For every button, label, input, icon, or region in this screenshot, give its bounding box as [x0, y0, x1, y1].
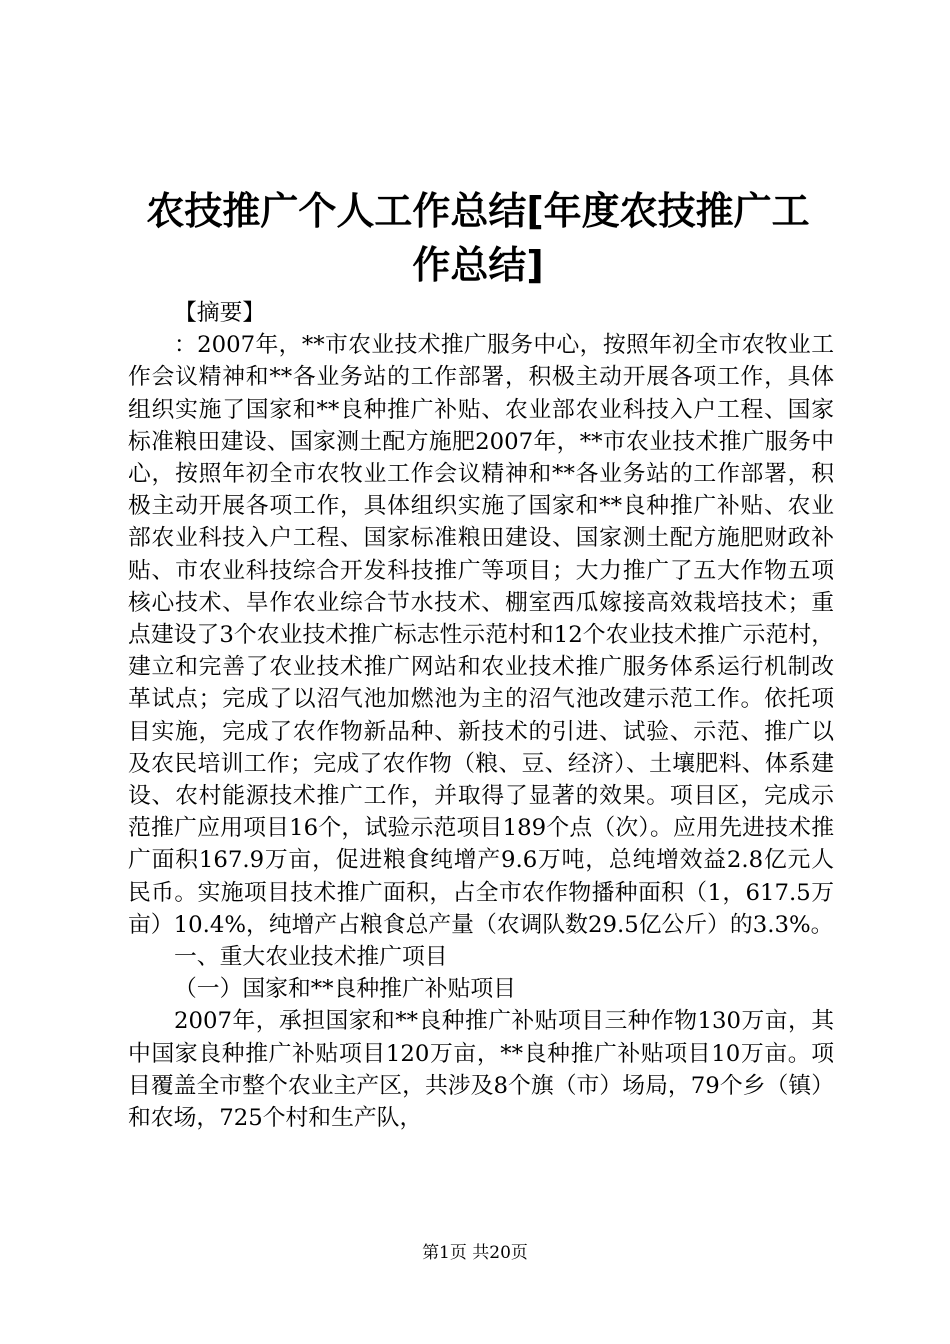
- subsection-heading: （一）国家和**良种推广补贴项目: [174, 976, 516, 1003]
- abstract-paragraph: ：2007年，**市农业技术推广服务中心，按照年初全市农牧业工作会议精神和**各业务站的工作部署，积极主动开展各项工作，具体组织实施了国家和**良种推广补贴、农业部农业科技入户工程、国家标准粮田建设、国家测土配方施肥2007年，**市农业技术推广服务中心，按照年初全市农牧业工作会议精神和**各业务站的工作部署，积极主动开展各项工作，具体组织实施了国家和**良种推广补贴、农业部农业科技入户工程、国家标准粮田建设、国家测土配方施肥财政补贴、市农业科技综合开发科技推广等项目；大力推广了五大作物五项核心技术、旱作农业综合节水技术、棚室西瓜嫁接高效栽培技术；重点建设了3个农业技术推广标志性示范村和12个农业技术推广示范村，建立和完善了农业技术推广网站和农业技术推广服务体系运行机制改革试点；完成了以沼气池加燃池为主的沼气池改建示范工作。依托项目实施，完成了农作物新品种、新技术的引进、试验、示范、推广以及农民培训工作；完成了农作物（粮、豆、经济）、土壤肥料、体系建设、农村能源技术推广工作，并取得了显著的效果。项目区，完成示范推广应用项目16个，试验示范项目189个点（次）。应用先进技术推广面积167.9万亩，促进粮食纯增产9.6万吨，总纯增效益2.8亿元人民币。实施项目技术推广面积，占全市农作物播种面积（1，617.5万亩）10.4%，纯增产占粮食总产量（农调队数29.5亿公斤）的3.3%。: [128, 332, 834, 938]
- document-body: [128, 297, 834, 1134]
- section-heading: 一、重大农业技术推广项目: [174, 944, 448, 971]
- body-paragraph: 2007年，承担国家和**良种推广补贴项目三种作物130万亩，其中国家良种推广补贴项目120万亩，**良种推广补贴项目10万亩。项目覆盖全市整个农业主产区，共涉及8个旗（市）场局，79个乡（镇）和农场，725个村和生产队，: [128, 1008, 834, 1132]
- abstract-label: 【摘要】: [174, 300, 266, 326]
- page-footer: 第1页 共20页: [422, 1243, 528, 1263]
- document-title: 农技推广个人工作总结[年度农技推广工作总结]: [146, 189, 810, 287]
